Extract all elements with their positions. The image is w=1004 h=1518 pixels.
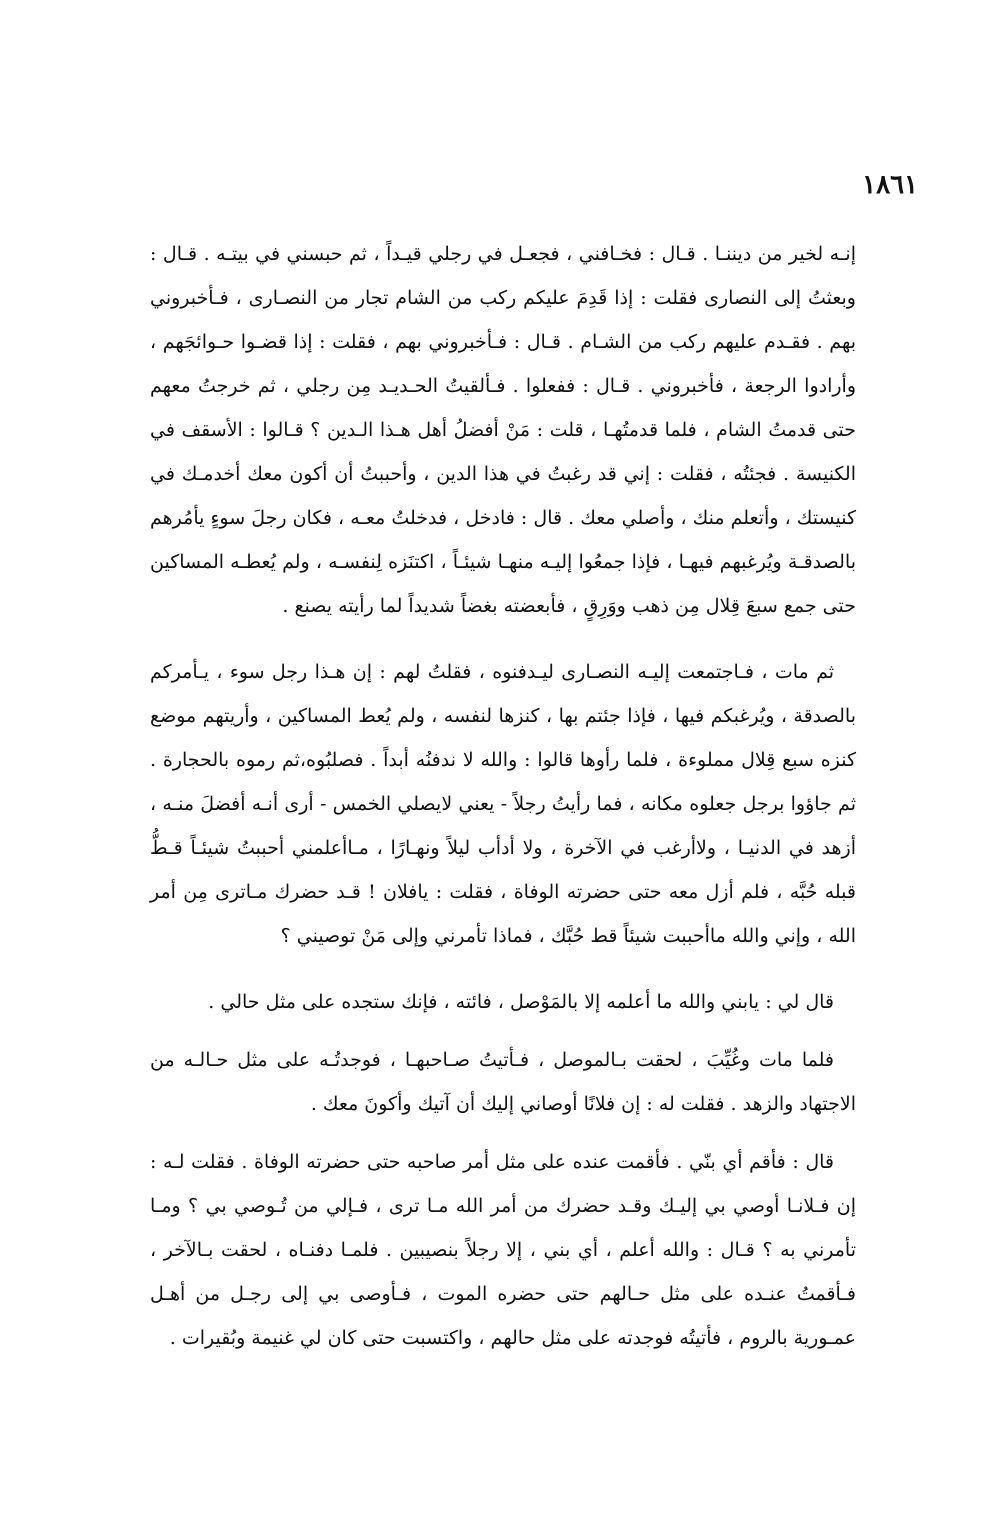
page-body [150,232,856,1360]
paragraph: فلما مات وغُيِّبَ ، لحقت بـالموصل ، فـأتيتُ صـاحبهـا ، فوجدتُـه على مثل حـالـه من الاجتهاد والزهد . فقلت له : إن فلانًا أوصاني إليك أن آتيك وأكونَ معك . [150,1049,856,1115]
paragraph: قال : فأقم أي بنّي . فأقمت عنده على مثل أمر صاحبه حتى حضرته الوفاة . فقلت لـه : إن فـلانـا أوصي بي إليـك وقـد حضرك من أمر الله مـا ترى ، فـإلي من تُـوصي بي ؟ ومـا تأمرني به ؟ قـال : والله أعلم ، أي بني ، إلا رجلاً بنصيبين . فلمـا دفنـاه ، لحقت بـالآخر ، فـأقمتُ عنـده على مثل حـالهم حتى حضره الموت ، فـأوصى بي إلى رجـل من أهـل عمـورية بالروم ، فأتيتُه فوجدته على مثل حالهم ، واكتسبت حتى كان لي غنيمة وبُقيرات . [150,1151,856,1349]
paragraph: إنـه لخير من ديننـا . قـال : فخـافني ، فجعـل في رجلي قيـداً ، ثم حبسني في بيتـه . قـال : وبعثتُ إلى النصارى فقلت : إذا قَدِمَ عليكم ركب من الشام تجار من النصـارى ، فـأخبروني بهم . فقـدم عليهم ركب من الشـام . قـال : فـأخبروني بهم ، فقلت : إذا قضـوا حـوائجَهم ، وأرادوا الرجعة ، فأخبروني . قـال : ففعلوا . فـألقيتُ الحـديـد مِن رجلي ، ثم خرجتُ معهم حتى قدمتُ الشام ، فلما قدمتُهـا ، قلت : مَنْ أفضلُ أهل هـذا الـدين ؟ قـالوا : الأسقف في الكنيسة . فجئتُه ، فقلت : إني قد رغبتُ في هذا الدين ، وأحببتُ أن أكون معك أخدمـك في كنيستك ، وأتعلم منك ، وأصلي معك . قال : فادخل ، فدخلتُ معـه ، فكان رجلَ سوءٍ يأمُرهم بالصدقـة ويُرغبهم فيهـا ، فإذا جمعُوا إليـه منهـا شيئـاً ، اكتنَزه لِنفسـه ، ولم يُعطـه المساكين حتى جمع سبعَ قِلال مِن ذهب ووَرِقٍ ، فأبعضته بغضاً شديداً لما رأيته يصنع . [150,243,856,617]
page-number: ١٨٦١ [862,170,918,200]
paragraph: ثم مات ، فـاجتمعت إليـه النصـارى ليـدفنوه ، فقلتُ لهم : إن هـذا رجل سوء ، يـأمركم بالصدقة ، ويُرغبكم فيها ، فإذا جئتم بها ، كنزها لنفسه ، ولم يُعط المساكين ، وأريتهم موضع كنزه سبع قِلال مملوءة ، فلما رأوها قالوا : والله لا ندفنُه أبداً . فصلبُوه،ثم رموه بالحجارة . ثم جاؤوا برجل جعلوه مكانه ، فما رأيتُ رجلاً - يعني لايصلي الخمس - أرى أنـه أفضلَ منـه ، أزهد في الدنيـا ، ولاأرغب في الآخرة ، ولا أدأب ليلاً ونهـارًا ، مـاأعلمني أحببتُ شيئـاً قـطُّ قبله حُبَّه ، فلم أزل معه حتى حضرته الوفاة ، فقلت : يافلان ! قـد حضرك مـاترى مِن أمر الله ، وإني والله ماأحببت شيئاً قط حُبَّك ، فماذا تأمرني وإلى مَنْ توصيني ؟ [150,661,856,947]
paragraph: قال لي : يابني والله ما أعلمه إلا بالمَوْصل ، فائته ، فإنك ستجده على مثل حالي . [208,991,834,1013]
